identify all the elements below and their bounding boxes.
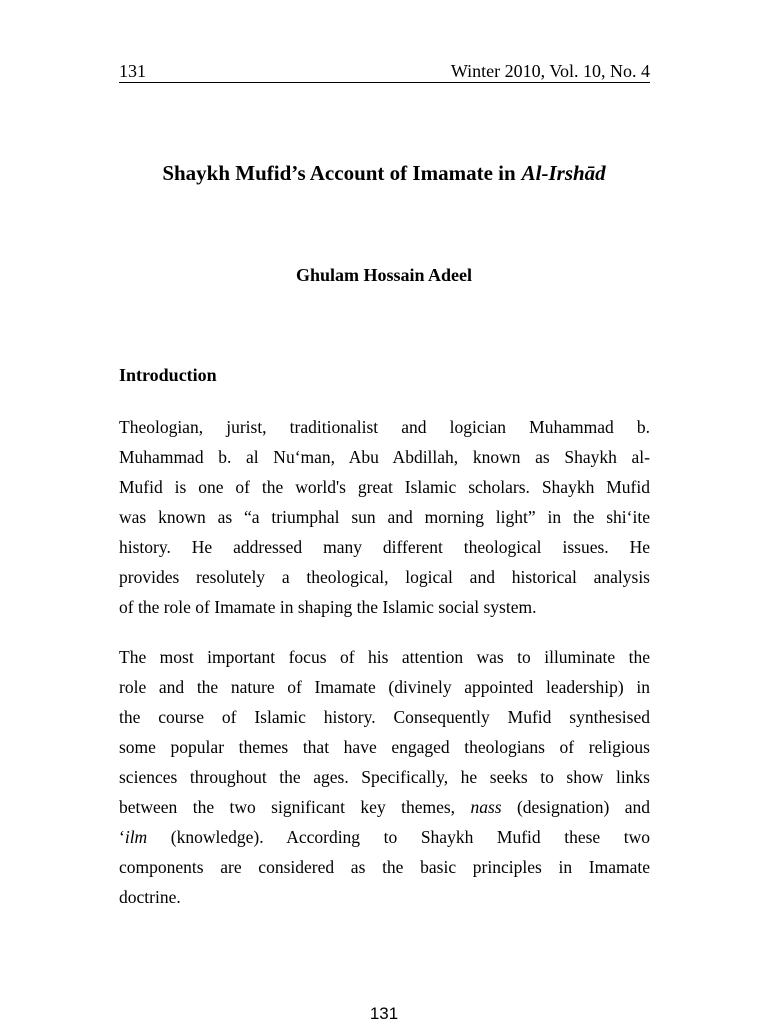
paragraph-line: history. He addressed many different theological issues. He bbox=[119, 537, 650, 557]
line-text: (knowledge). According to Shaykh Mufid these two bbox=[147, 827, 650, 847]
running-header bbox=[119, 60, 650, 83]
article-title-italic: Al-Irshād bbox=[521, 161, 606, 185]
paragraph-line bbox=[119, 792, 650, 822]
paragraph-line: components are considered as the basic principles in Imamate bbox=[119, 857, 650, 877]
term-nass: nass bbox=[470, 797, 502, 817]
paragraph-line: Mufid is one of the world's great Islamic scholars. Shaykh Mufid bbox=[119, 477, 650, 497]
line-text: between the two significant key themes, bbox=[119, 797, 471, 817]
paragraph-line: Muhammad b. al Nu‘man, Abu Abdillah, known as Shaykh al- bbox=[119, 447, 650, 467]
article-title-main: Shaykh Mufid’s Account of Imamate in bbox=[162, 161, 516, 185]
paragraph-line: was known as “a triumphal sun and morning light” in the shi‘ite bbox=[119, 507, 650, 527]
header-page-number: 131 bbox=[119, 61, 146, 81]
section-heading: Introduction bbox=[119, 365, 217, 385]
paragraph-line: of the role of Imamate in shaping the Islamic social system. bbox=[119, 597, 537, 617]
article-title bbox=[0, 158, 768, 188]
paragraph-line: Theologian, jurist, traditionalist and logician Muhammad b. bbox=[119, 417, 650, 437]
paragraph-line: role and the nature of Imamate (divinely appointed leadership) in bbox=[119, 677, 650, 697]
article-author: Ghulam Hossain Adeel bbox=[295, 265, 473, 285]
paragraph-line: doctrine. bbox=[119, 887, 181, 907]
term-ilm: ilm bbox=[124, 827, 148, 847]
paragraph-line: sciences throughout the ages. Specifically, he seeks to show links bbox=[119, 767, 650, 787]
paragraph-line: provides resolutely a theological, logical and historical analysis bbox=[119, 567, 650, 587]
footer-page-number: 131 bbox=[369, 1004, 399, 1023]
opening-quote: ‘ bbox=[119, 827, 125, 847]
paragraph-line: some popular themes that have engaged theologians of religious bbox=[119, 737, 650, 757]
paragraph-line bbox=[119, 822, 650, 852]
paragraph-line: The most important focus of his attention was to illuminate the bbox=[119, 647, 650, 667]
paragraph-1 bbox=[119, 412, 650, 622]
line-text: (designation) and bbox=[501, 797, 650, 817]
header-journal-issue: Winter 2010, Vol. 10, No. 4 bbox=[450, 61, 650, 81]
paragraph-line: the course of Islamic history. Consequently Mufid synthesised bbox=[119, 707, 650, 727]
paragraph-2 bbox=[119, 642, 650, 912]
